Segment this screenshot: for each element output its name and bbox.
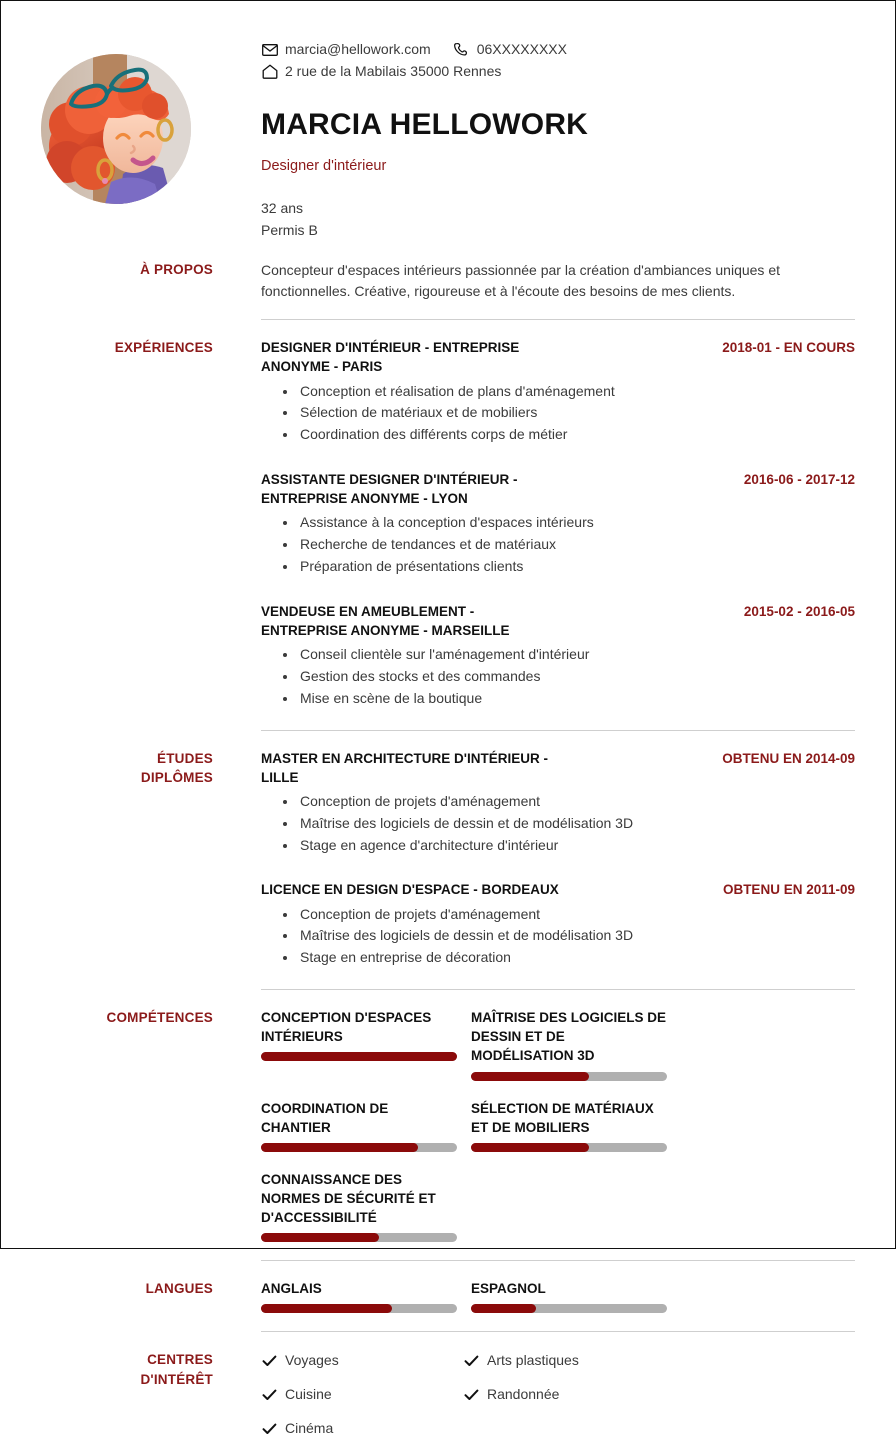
education-label-line1: ÉTUDES — [157, 750, 213, 766]
section-label-experiences: EXPÉRIENCES — [114, 340, 213, 356]
bullet-item: Gestion des stocks et des commandes — [283, 666, 855, 688]
check-icon — [261, 1353, 277, 1369]
language-item — [471, 1279, 667, 1313]
contact-address-text: 2 rue de la Mabilais 35000 Rennes — [285, 62, 502, 79]
skill-bar-fill — [471, 1143, 589, 1152]
bullet-item: Sélection de matériaux et de mobiliers — [283, 402, 855, 424]
skill-item — [471, 1099, 667, 1152]
bullet-item: Mise en scène de la boutique — [283, 688, 855, 710]
skill-item — [261, 1099, 457, 1152]
avatar — [41, 54, 191, 204]
skill-bar — [261, 1233, 457, 1242]
education-date: OBTENU EN 2011-09 — [722, 882, 855, 898]
experience-entry — [261, 602, 855, 714]
skill-bar — [261, 1143, 457, 1152]
bullet-item: Conception de projets d'aménagement — [283, 791, 855, 813]
interest-label: Arts plastiques — [487, 1352, 579, 1369]
section-label-about: À PROPOS — [140, 261, 213, 277]
contact-email[interactable] — [261, 39, 431, 61]
section-label-languages: LANGUES — [145, 1281, 213, 1297]
interest-item — [261, 1350, 463, 1372]
skill-bar-fill — [471, 1072, 589, 1081]
contact-address — [261, 61, 501, 83]
languages-grid — [261, 1279, 855, 1331]
experience-title: VENDEUSE EN AMEUBLEMENT - ENTREPRISE ANONYME - MARSEILLE — [261, 603, 510, 638]
experience-bullets — [261, 512, 855, 577]
bullet-item: Conseil clientèle sur l'aménagement d'intérieur — [283, 644, 855, 666]
languages-content — [231, 1279, 895, 1331]
envelope-icon — [261, 41, 278, 58]
contact-email-text: marcia@hellowork.com — [285, 41, 431, 57]
experience-head — [261, 602, 855, 640]
skill-bar-fill — [261, 1143, 418, 1152]
page-title: MARCIA HELLOWORK — [261, 108, 589, 142]
skill-bar-fill — [261, 1233, 379, 1242]
education-title: LICENCE EN DESIGN D'ESPACE - BORDEAUX — [261, 882, 559, 898]
section-education — [1, 731, 895, 989]
skill-name: SÉLECTION DE MATÉRIAUX ET DE MOBILIERS — [471, 1100, 654, 1135]
skill-name: COORDINATION DE CHANTIER — [261, 1100, 389, 1135]
bullet-item: Conception et réalisation de plans d'aménagement — [283, 381, 855, 403]
bullet-item: Préparation de présentations clients — [283, 556, 855, 578]
education-head — [261, 749, 855, 787]
education-head — [261, 880, 855, 899]
interests-grid — [261, 1350, 855, 1451]
skills-content — [231, 1008, 895, 1260]
section-interests — [1, 1332, 895, 1451]
language-bar — [261, 1304, 457, 1313]
experience-date: 2015-02 - 2016-05 — [743, 603, 855, 619]
language-bar-fill — [471, 1304, 536, 1313]
contact-line-2 — [261, 61, 855, 83]
bullet-item: Coordination des différents corps de métier — [283, 424, 855, 446]
experience-head — [261, 338, 855, 376]
section-label-education — [1, 749, 231, 787]
about-text: Concepteur d'espaces intérieurs passionnée par la création d'ambiances uniques et fonctionnelles. Créative, rigoureuse et à l'écoute des besoins de mes clients. — [261, 261, 780, 300]
section-label-interests — [1, 1350, 231, 1388]
contact-phone-text: 06XXXXXXXX — [476, 41, 567, 57]
bullet-item: Stage en agence d'architecture d'intérieur — [283, 835, 855, 857]
skill-item — [261, 1170, 457, 1242]
education-bullets — [261, 904, 855, 969]
experiences-content — [231, 338, 895, 713]
education-entry — [261, 749, 855, 861]
phone-icon — [453, 41, 470, 58]
experience-date: 2018-01 - EN COURS — [722, 340, 855, 356]
age-text: 32 ans — [261, 200, 304, 217]
interest-label: Randonnée — [487, 1386, 560, 1403]
bullet-item: Recherche de tendances et de matériaux — [283, 534, 855, 556]
experience-date: 2016-06 - 2017-12 — [743, 472, 855, 488]
skill-item — [471, 1008, 667, 1080]
education-date: OBTENU EN 2014-09 — [722, 750, 855, 766]
personal-meta — [261, 198, 855, 241]
interests-content — [231, 1350, 895, 1451]
check-icon — [261, 1421, 277, 1437]
skill-name: MAÎTRISE DES LOGICIELS DE DESSIN ET DE MODÉLISATION 3D — [471, 1010, 667, 1064]
education-content — [231, 749, 895, 973]
section-languages — [1, 1261, 895, 1331]
home-icon — [261, 63, 278, 80]
interests-label-line1: CENTRES — [147, 1352, 213, 1368]
section-about — [1, 260, 895, 320]
bullet-item: Maîtrise des logiciels de dessin et de modélisation 3D — [283, 813, 855, 835]
check-icon — [261, 1387, 277, 1403]
language-item — [261, 1279, 457, 1313]
skill-bar — [471, 1072, 667, 1081]
skills-grid — [261, 1008, 855, 1260]
bullet-item: Maîtrise des logiciels de dessin et de modélisation 3D — [283, 925, 855, 947]
experience-bullets — [261, 381, 855, 446]
job-title: Designer d'intérieur — [261, 158, 387, 175]
section-skills — [1, 990, 895, 1260]
bullet-item: Conception de projets d'aménagement — [283, 904, 855, 926]
bullet-item: Assistance à la conception d'espaces intérieurs — [283, 512, 855, 534]
experience-head — [261, 470, 855, 508]
skill-bar — [261, 1052, 457, 1061]
skill-name: CONNAISSANCE DES NORMES DE SÉCURITÉ ET D'ACCESSIBILITÉ — [261, 1171, 436, 1226]
about-content — [231, 260, 895, 304]
interest-item — [261, 1384, 463, 1406]
skill-name: CONCEPTION D'ESPACES INTÉRIEURS — [261, 1010, 432, 1045]
header-info — [231, 31, 895, 242]
interest-item — [463, 1350, 665, 1372]
education-bullets — [261, 791, 855, 856]
cv-header — [1, 1, 895, 242]
interest-label: Cinéma — [285, 1419, 334, 1436]
licence-text: Permis B — [261, 221, 318, 238]
interests-label-line2: D'INTÉRÊT — [140, 1371, 213, 1387]
section-label-skills: COMPÉTENCES — [106, 1010, 213, 1026]
avatar-illustration — [41, 54, 191, 204]
photo-column — [1, 31, 231, 204]
experience-title: ASSISTANTE DESIGNER D'INTÉRIEUR - ENTREPRISE ANONYME - LYON — [261, 472, 518, 507]
interest-item — [463, 1384, 665, 1406]
interest-label: Voyages — [285, 1352, 339, 1369]
bullet-item: Stage en entreprise de décoration — [283, 947, 855, 969]
interest-item — [261, 1418, 463, 1440]
contact-phone[interactable] — [453, 39, 567, 61]
education-title: MASTER EN ARCHITECTURE D'INTÉRIEUR - LILLE — [261, 750, 548, 785]
interest-label: Cuisine — [285, 1386, 332, 1403]
experience-entry — [261, 470, 855, 582]
education-label-line2: DIPLÔMES — [140, 769, 213, 785]
check-icon — [463, 1387, 479, 1403]
language-bar-fill — [261, 1304, 392, 1313]
language-bar — [471, 1304, 667, 1313]
education-entry — [261, 880, 855, 973]
skill-bar-fill — [261, 1052, 457, 1061]
language-name: ANGLAIS — [261, 1281, 322, 1297]
experience-title: DESIGNER D'INTÉRIEUR - ENTREPRISE ANONYME - PARIS — [261, 340, 520, 375]
experience-entry — [261, 338, 855, 450]
skill-bar — [471, 1143, 667, 1152]
check-icon — [463, 1353, 479, 1369]
section-experiences — [1, 320, 895, 729]
skill-item — [261, 1008, 457, 1080]
language-name: ESPAGNOL — [471, 1281, 546, 1297]
experience-bullets — [261, 644, 855, 709]
contact-line-1 — [261, 39, 855, 61]
